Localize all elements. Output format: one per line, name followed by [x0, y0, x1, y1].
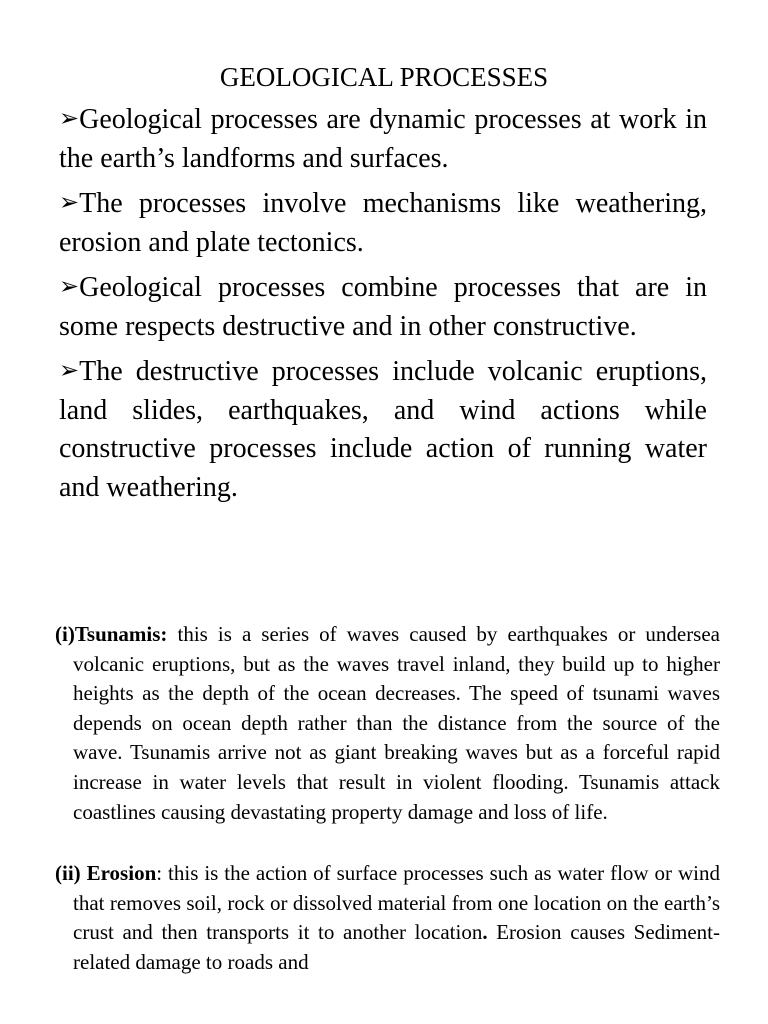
- bullet-text: Geological processes are dynamic processes at work in the earth’s landforms and surfaces.: [59, 104, 707, 174]
- page-title: GEOLOGICAL PROCESSES: [219, 62, 549, 92]
- arrow-bullet-icon: ➢: [59, 106, 80, 132]
- definition-text: this is a series of waves caused by earthquakes or undersea volcanic eruptions, but as the waves travel inland, they build up to higher heights as the depth of the ocean decreases. The speed of tsunami waves depends on ocean depth rather than the distance from the source of the wave. Tsunamis arrive not as giant breaking waves but as a forceful rapid increase in water levels that result in violent flooding. Tsunamis attack coastlines causing devastating property damage and loss of life.: [73, 622, 720, 824]
- definition-term: (i)Tsunamis:: [55, 622, 168, 646]
- bullet-text: Geological processes combine processes that are in some respects destructive and in other constructive.: [59, 272, 707, 342]
- definition-period: .: [482, 920, 488, 945]
- definition-text-continued: Erosion causes Sediment-related damage to roads and: [73, 920, 720, 974]
- bullet-list: [59, 100, 707, 513]
- definition-list: [55, 620, 720, 978]
- arrow-bullet-icon: ➢: [59, 358, 80, 384]
- definition-text: : this is the action of surface processes such as water flow or wind that removes soil, rock or dissolved material from one location on the earth’s crust and then transports it to another location: [73, 861, 720, 945]
- bullet-item: [59, 268, 707, 346]
- arrow-bullet-icon: ➢: [59, 190, 80, 216]
- bullet-item: [59, 184, 707, 262]
- bullet-item: [59, 352, 707, 507]
- arrow-bullet-icon: ➢: [59, 274, 80, 300]
- bullet-text: The processes involve mechanisms like weathering, erosion and plate tectonics.: [59, 188, 707, 258]
- definition-term: (ii) Erosion: [55, 861, 157, 886]
- bullet-item: [59, 100, 707, 178]
- definition-erosion: [55, 859, 720, 977]
- definition-tsunamis: [55, 620, 720, 827]
- bullet-text: The destructive processes include volcanic eruptions, land slides, earthquakes, and wind actions while constructive processes include action of running water and weathering.: [59, 356, 707, 503]
